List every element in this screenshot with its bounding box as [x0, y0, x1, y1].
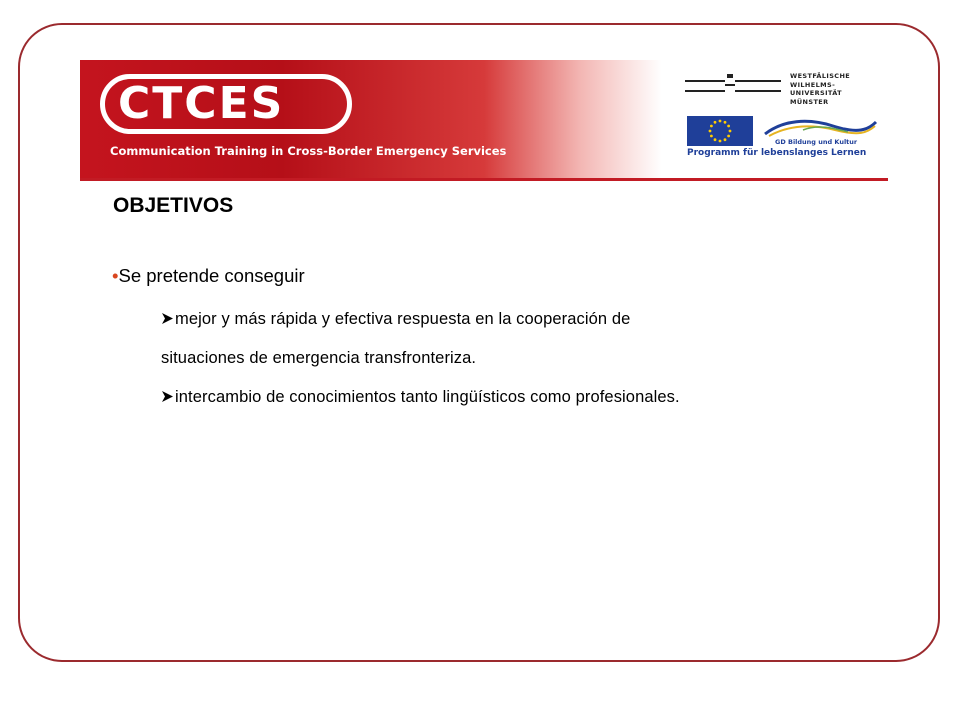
- gd-label: GD Bildung und Kultur: [775, 138, 858, 146]
- sub-item-1-line-2: situaciones de emergencia transfronteriza.: [161, 349, 477, 367]
- programm-label: Programm für lebenslanges Lernen: [687, 148, 867, 158]
- sub-item-1-continuation: [161, 349, 476, 368]
- gd-swoosh-icon: [763, 116, 878, 138]
- header-banner: [80, 60, 888, 178]
- gd-logo: [763, 116, 878, 150]
- university-name: [790, 72, 885, 106]
- sub-item-1-line-1: mejor y más rápida y efectiva respuesta en la cooperación de: [175, 310, 631, 328]
- arrow-bullet-icon: [161, 312, 174, 325]
- sub-item-2-line-1: intercambio de conocimientos tanto lingüísticos como profesionales.: [175, 388, 680, 406]
- banner-subtitle: Communication Training in Cross-Border Emergency Services: [110, 144, 507, 158]
- university-line-3: MÜNSTER: [790, 97, 829, 106]
- university-line-2: WILHELMS-UNIVERSITÄT: [790, 80, 843, 97]
- sub-item-1: [161, 310, 630, 329]
- university-logo: [685, 66, 885, 108]
- lead-text: Se pretende conseguir: [118, 265, 305, 286]
- university-emblem-icon: [685, 72, 785, 102]
- logo-text: CTCES: [118, 78, 285, 129]
- sub-item-2: [161, 388, 680, 407]
- university-line-1: WESTFÄLISCHE: [790, 72, 851, 80]
- lead-bullet-item: [112, 265, 305, 287]
- bullet-dot: •: [112, 265, 119, 286]
- banner-underline: [80, 178, 888, 181]
- page-title: OBJETIVOS: [113, 194, 234, 217]
- arrow-bullet-icon: [161, 390, 174, 403]
- eu-flag-icon: [687, 116, 753, 146]
